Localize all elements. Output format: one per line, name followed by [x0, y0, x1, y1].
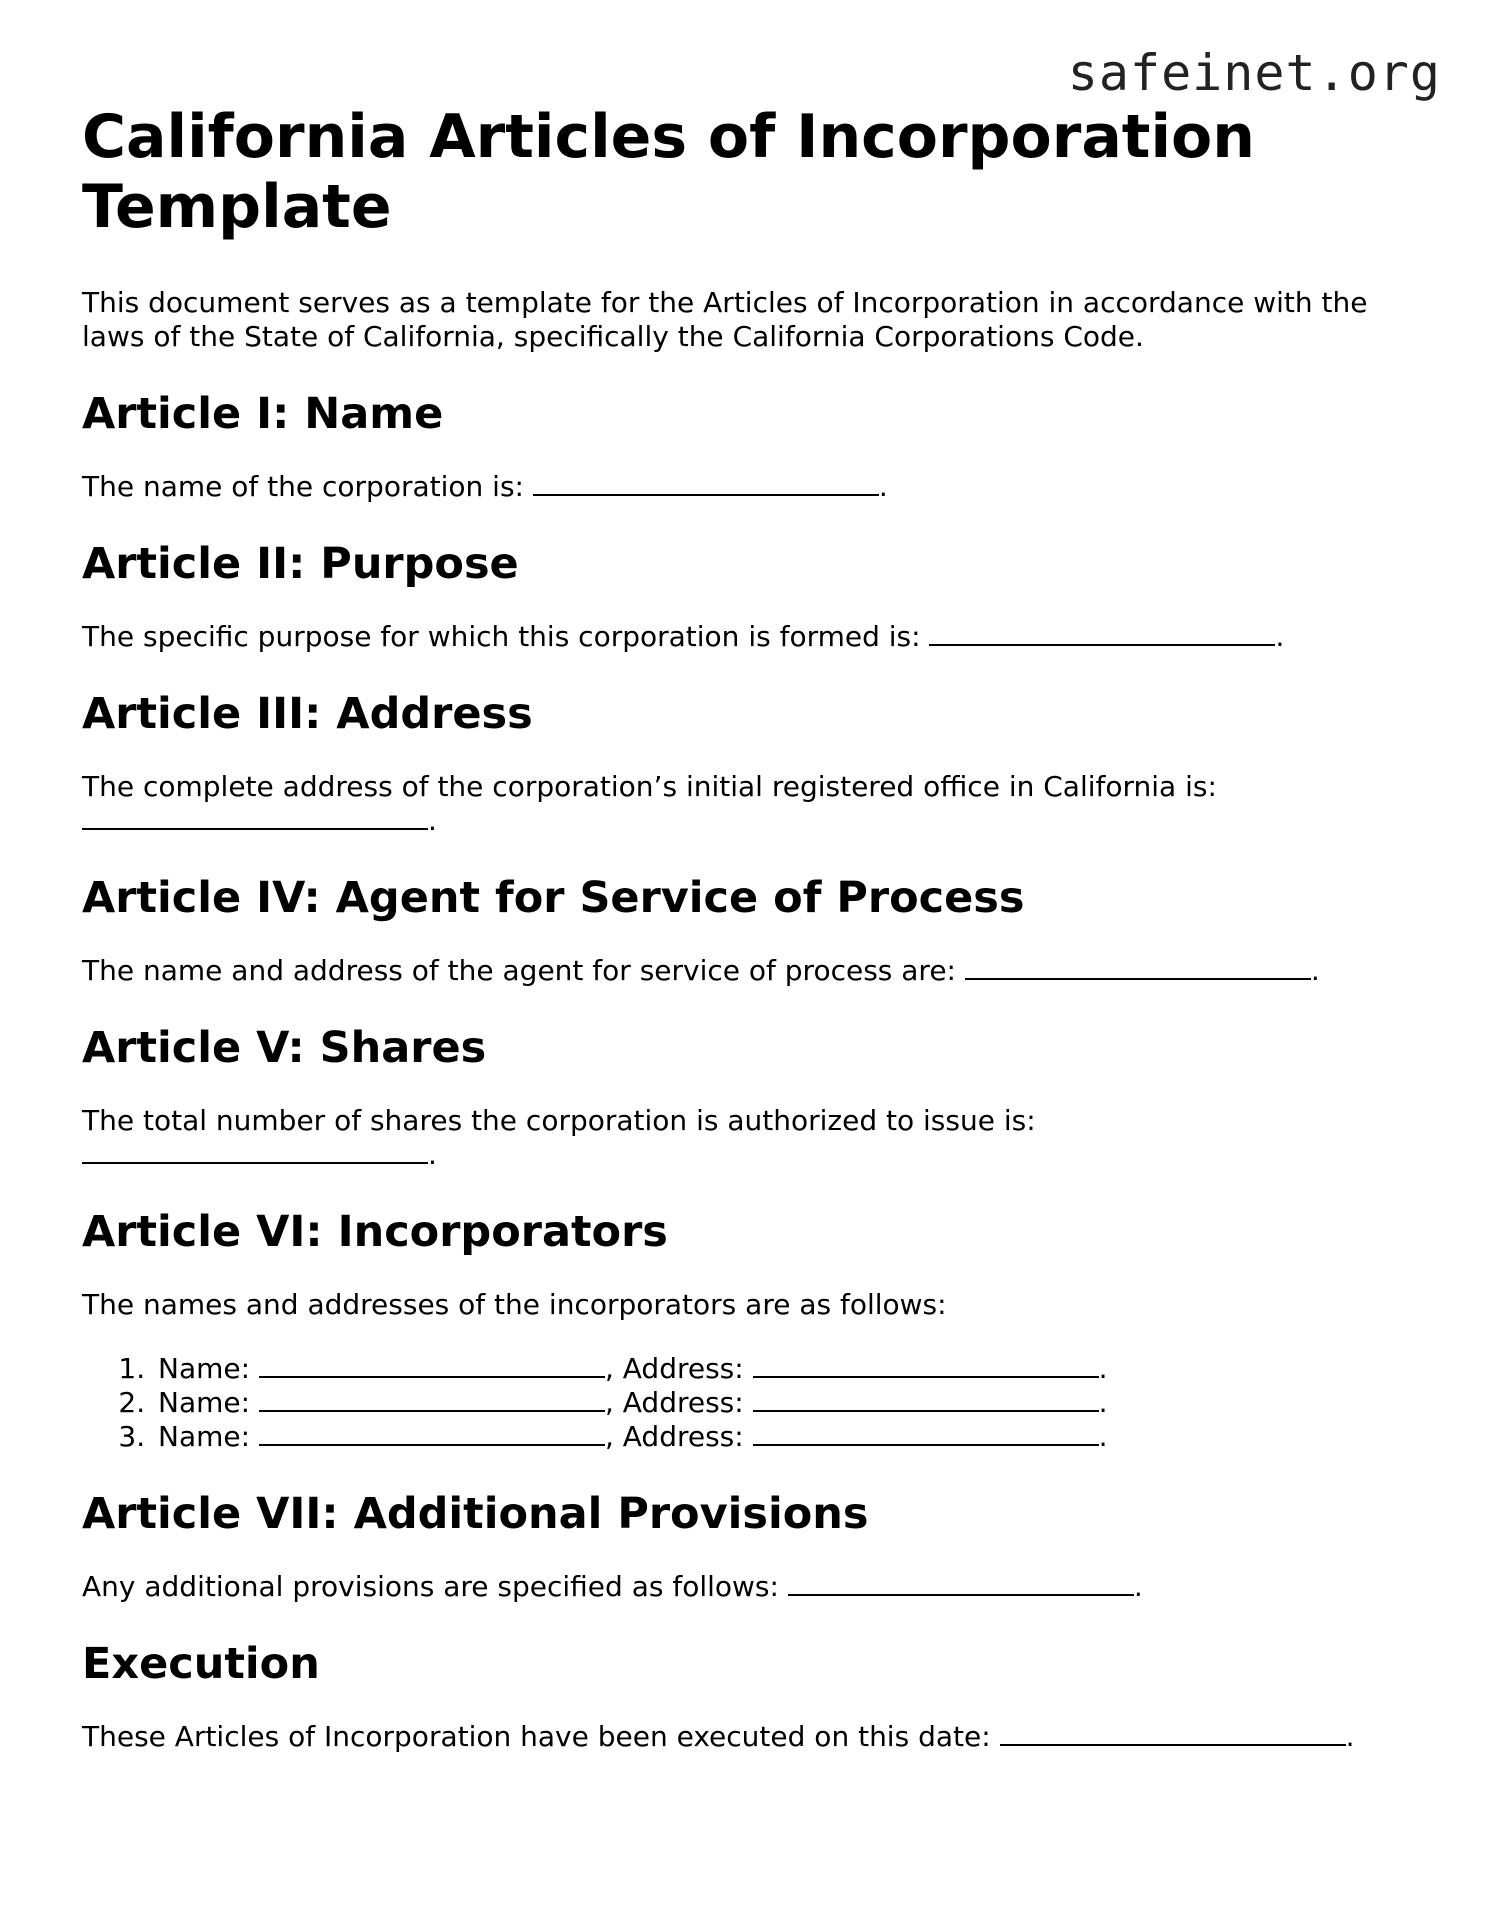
blank-field[interactable]	[753, 1440, 1099, 1446]
execution-heading: Execution	[82, 1639, 320, 1689]
blank-field[interactable]	[82, 1158, 428, 1164]
article-5-text: The total number of shares the corporation is authorized to issue is: .	[82, 1104, 1036, 1171]
document-page	[82, 102, 1412, 1754]
article-2-heading: Article II: Purpose	[82, 539, 519, 589]
list-item: 3. Name: , Address: .	[154, 1420, 1412, 1454]
article-6-heading: Article VI: Incorporators	[82, 1207, 668, 1257]
blank-field[interactable]	[929, 640, 1275, 646]
blank-field[interactable]	[965, 974, 1311, 980]
list-item: 1. Name: , Address: .	[154, 1352, 1412, 1386]
blank-field[interactable]	[1000, 1740, 1346, 1746]
article-3-heading: Article III: Address	[82, 689, 533, 739]
blank-field[interactable]	[82, 824, 428, 830]
article-5-heading: Article V: Shares	[82, 1023, 487, 1073]
blank-field[interactable]	[259, 1440, 605, 1446]
article-3-text: The complete address of the corporation’s initial registered office in California is: .	[82, 770, 1217, 837]
watermark: safeinet.org	[1067, 44, 1441, 102]
article-7-heading: Article VII: Additional Provisions	[82, 1489, 869, 1539]
blank-field[interactable]	[533, 490, 879, 496]
list-item: 2. Name: , Address: .	[154, 1386, 1412, 1420]
blank-field[interactable]	[259, 1406, 605, 1412]
article-6-text: The names and addresses of the incorporators are as follows:	[82, 1288, 947, 1321]
blank-field[interactable]	[259, 1372, 605, 1378]
article-4-text: The name and address of the agent for service of process are: .	[82, 954, 1320, 987]
article-2-text: The specific purpose for which this corporation is formed is: .	[82, 620, 1285, 653]
intro-paragraph: This document serves as a template for the Articles of Incorporation in accordance with the laws of the State of California, specifically the California Corporations Code.	[82, 286, 1368, 353]
article-4-heading: Article IV: Agent for Service of Process	[82, 873, 1025, 923]
blank-field[interactable]	[753, 1406, 1099, 1412]
article-1-text: The name of the corporation is: .	[82, 470, 888, 503]
incorporator-list	[82, 1352, 1412, 1454]
blank-field[interactable]	[753, 1372, 1099, 1378]
article-1-heading: Article I: Name	[82, 389, 444, 439]
blank-field[interactable]	[788, 1590, 1134, 1596]
page-title: California Articles of Incorporation Template	[82, 102, 1255, 242]
execution-text: These Articles of Incorporation have been executed on this date: .	[82, 1720, 1355, 1753]
article-7-text: Any additional provisions are specified as follows: .	[82, 1570, 1143, 1603]
